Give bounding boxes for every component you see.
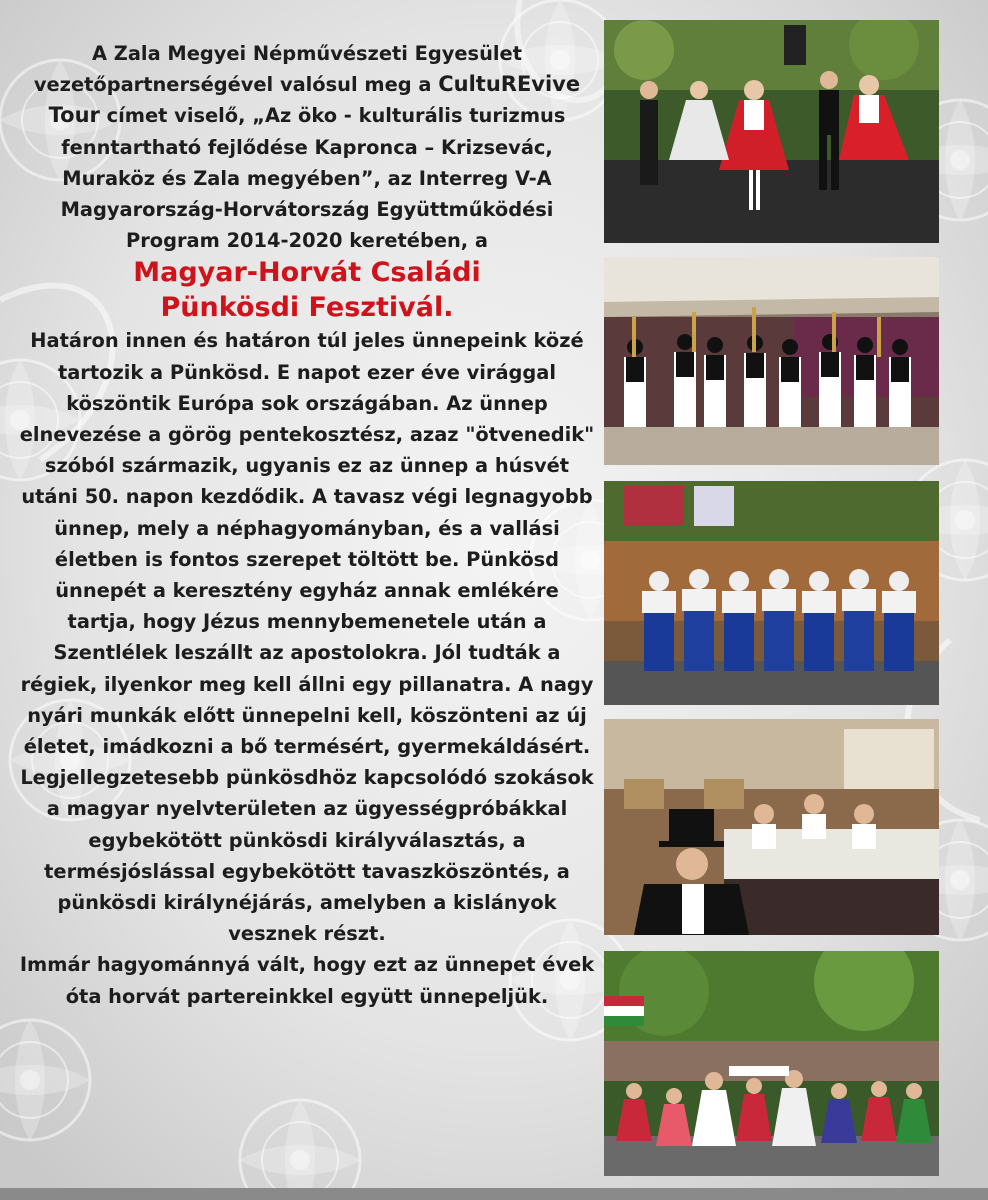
- photo-broom-dancers: [604, 257, 939, 465]
- intro-part1: A Zala Megyei Népművészeti Egyesület vezetőpartnerségével valósul meg a: [33, 42, 522, 97]
- festival-title: [18, 256, 596, 325]
- bottom-strip: [0, 1188, 988, 1200]
- intro-part2: címet viselő, „Az öko - kulturális turizmus fenntartható fejlődése Kapronca – Krizsevác, Muraköz és Zala megyében”, az Interreg V-A Magyarország-Horvátország Együttműködési Program 2014-2020 keretében, a: [60, 104, 566, 253]
- body-paragraph-3: Immár hagyománnyá vált, hogy ezt az ünnepet évek óta horvát partereinkkel együtt ünnepeljük.: [19, 953, 595, 1008]
- photo-crafts-table: [604, 719, 939, 935]
- photo-children-dancing: [604, 951, 939, 1176]
- festival-title-line2: Pünkösdi Fesztivál.: [160, 291, 454, 323]
- brand-name: CultuREvive Tour: [48, 72, 581, 128]
- festival-title-line1: Magyar-Horvát Családi: [133, 257, 481, 289]
- body-paragraph-1: Határon innen és határon túl jeles ünnepeink közé tartozik a Pünkösd. E napot ezer éve virággal köszöntik Európa sok országában. Az ünnep elnevezése a görög pentekosztész, azaz "ötvenedik" szóból származik, ugyanis ez az ünnep a húsvét utáni 50. napon kezdődik. A tavasz végi legnagyobb ünnep, mely a néphagyományban, és a vallási életben is fontos szerepet töltött be. Pünkösd ünnepét a keresztény egyház annak emlékére tartja, hogy Jézus mennybemenetele után a Szentlélek leszállt az apostolokra. Jól tudták a régiek, ilyenkor meg kell állni egy pillanatra. A nagy nyári munkák előtt ünnepelni kell, köszönteni az új életet, imádkozni a bő termésért, gyermekáldásért.: [19, 329, 595, 759]
- article-text: [18, 38, 596, 1012]
- photo-folk-dancers: [604, 20, 939, 243]
- intro-paragraph: [18, 38, 596, 256]
- body-paragraph-2: Legjellegzetesebb pünkösdhöz kapcsolódó szokások a magyar nyelvterületen az ügyességpróbákkal egybekötött pünkösdi királyválasztás, a termésjóslással egybekötött tavaszköszöntés, a pünkösdi királynéjárás, amelyben a kislányok vesznek részt.: [20, 766, 594, 946]
- photo-women-choir: [604, 481, 939, 705]
